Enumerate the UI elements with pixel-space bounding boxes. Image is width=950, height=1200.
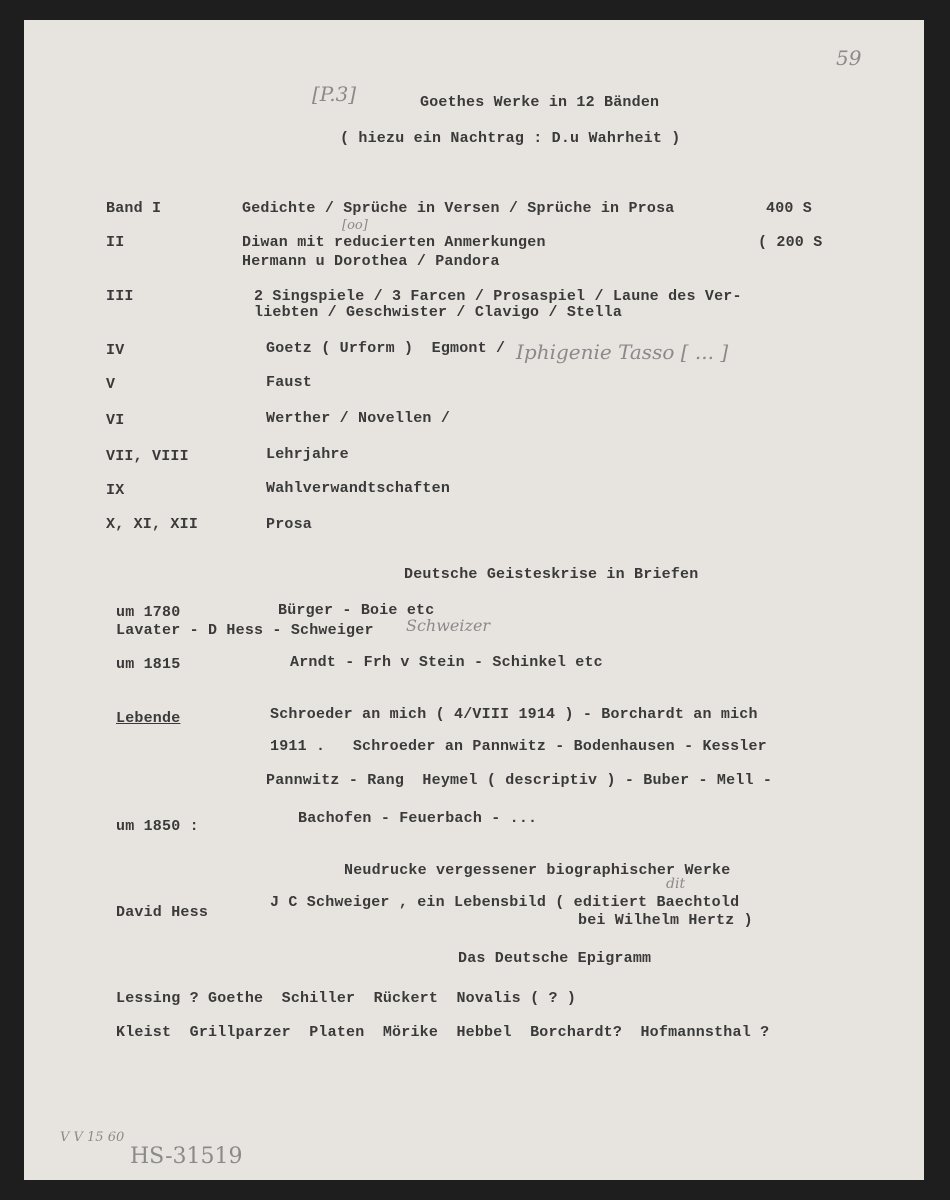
band-content-line2: Hermann u Dorothea / Pandora	[242, 253, 500, 270]
period-text: Arndt - Frh v Stein - Schinkel etc	[290, 654, 603, 671]
archive-mark: V V 15 60	[60, 1130, 125, 1145]
band-content: Diwan mit reducierten Anmerkungen	[242, 234, 546, 251]
lebende-label: Lebende	[116, 710, 181, 727]
handwritten-insert: dit	[666, 876, 686, 892]
folder-mark: [P.3]	[312, 82, 357, 106]
handwritten-correction: Schweizer	[406, 616, 491, 635]
band-label: X, XI, XII	[106, 516, 199, 533]
neudruck-line: J C Schweiger , ein Lebensbild ( editiert Baechtold	[270, 894, 740, 911]
band-content: Werther / Novellen /	[266, 410, 451, 427]
neudruck-line: bei Wilhelm Hertz )	[578, 912, 753, 929]
band-label: II	[106, 234, 125, 251]
page-number: 59	[836, 46, 862, 70]
band-content: 2 Singspiele / 3 Farcen / Prosaspiel / Laune des Ver-	[254, 288, 742, 305]
lebende-line: 1911 . Schroeder an Pannwitz - Bodenhausen - Kessler	[270, 738, 767, 755]
band-content: Faust	[266, 374, 313, 391]
band-label: V	[106, 376, 116, 393]
band-pages: ( 200 S	[758, 234, 823, 251]
lebende-line: Schroeder an mich ( 4/VIII 1914 ) - Borchardt an mich	[270, 706, 758, 723]
band-content-line2: liebten / Geschwister / Clavigo / Stella	[254, 304, 623, 321]
band-label: VII, VIII	[106, 448, 189, 465]
period-text: Bachofen - Feuerbach - ...	[298, 810, 538, 827]
band-handwritten: Iphigenie Tasso [ ... ]	[516, 340, 729, 364]
band-insert: [oo]	[342, 218, 368, 233]
archive-signature: HS-31519	[130, 1144, 243, 1169]
band-content: Gedichte / Sprüche in Versen / Sprüche in Prosa	[242, 200, 675, 217]
band-label: IX	[106, 482, 125, 499]
period-label: um 1850 :	[116, 818, 199, 835]
section-heading: Neudrucke vergessener biographischer Werke	[344, 862, 731, 879]
band-label: IV	[106, 342, 125, 359]
band-content: Wahlverwandtschaften	[266, 480, 451, 497]
epigramm-line: Lessing ? Goethe Schiller Rückert Novalis ( ? )	[116, 990, 577, 1007]
lebende-line: Pannwitz - Rang Heymel ( descriptiv ) - Buber - Mell -	[266, 772, 773, 789]
band-content: Prosa	[266, 516, 313, 533]
band-content: Goetz ( Urform ) Egmont /	[266, 340, 506, 357]
period-label: um 1780	[116, 604, 181, 621]
doc-subtitle: ( hiezu ein Nachtrag : D.u Wahrheit )	[340, 130, 681, 147]
neudruck-label: David Hess	[116, 904, 209, 921]
section-heading: Deutsche Geisteskrise in Briefen	[404, 566, 699, 583]
band-label: III	[106, 288, 134, 305]
band-label: VI	[106, 412, 125, 429]
document-page	[24, 20, 924, 1180]
period-text: Lavater - D Hess - Schweiger	[116, 622, 374, 639]
section-heading: Das Deutsche Epigramm	[458, 950, 652, 967]
band-label: Band I	[106, 200, 162, 217]
period-text: Bürger - Boie etc	[278, 602, 435, 619]
band-content: Lehrjahre	[266, 446, 349, 463]
band-pages: 400 S	[766, 200, 813, 217]
epigramm-line: Kleist Grillparzer Platen Mörike Hebbel Borchardt? Hofmannsthal ?	[116, 1024, 770, 1041]
period-label: um 1815	[116, 656, 181, 673]
doc-title: Goethes Werke in 12 Bänden	[420, 94, 660, 111]
